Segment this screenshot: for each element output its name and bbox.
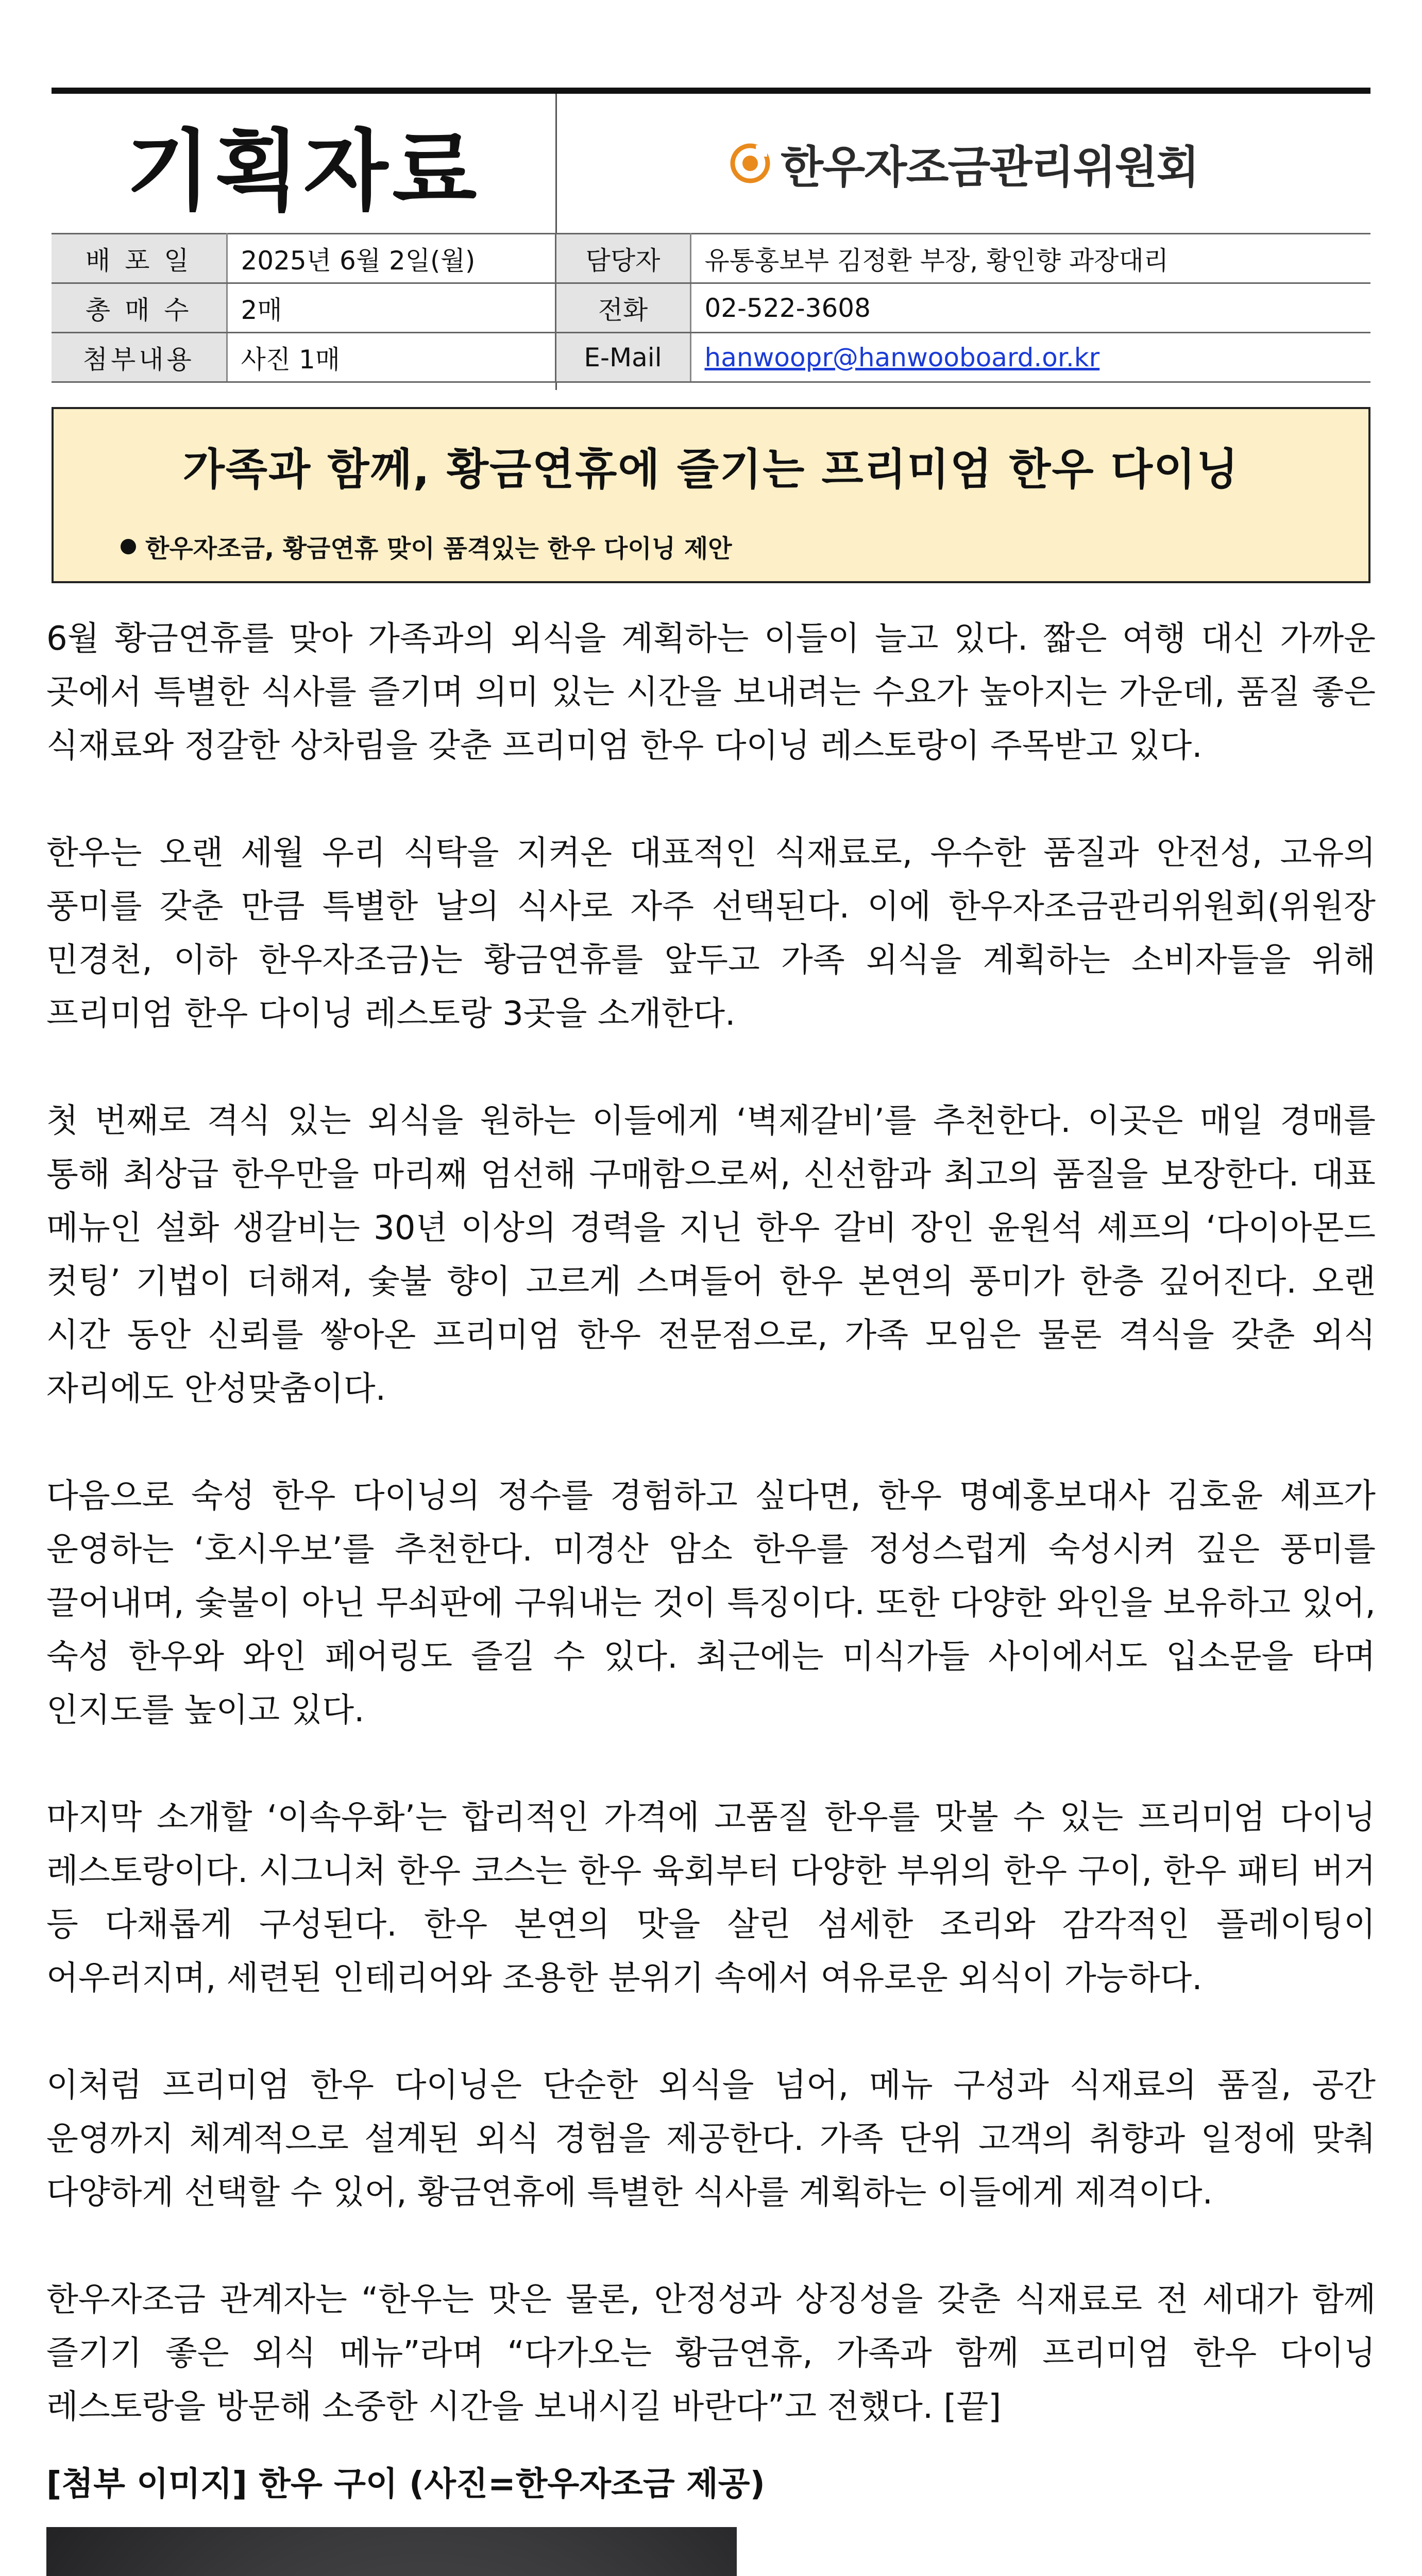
document-title: 기획자료 [126,120,481,223]
label-contact-person: 담당자 [555,234,690,283]
paragraph-6: 이처럼 프리미엄 한우 다이닝은 단순한 외식을 넘어, 메뉴 구성과 식재료의 품질, 공간 운영까지 체계적으로 설계된 외식 경험을 제공한다. 가족 단위 고객의 취향과 일정에 맞춰 다양하게 선택할 수 있어, 황금연휴에 특별한 식사를 계획하는 이들에게 제격이다. [46,2066,1376,2212]
info-table [52,233,1370,383]
top-rule [52,88,1370,94]
paragraph-7: 한우자조금 관계자는 “한우는 맛은 물론, 안정성과 상징성을 갖춘 식재료로 전 세대가 함께 즐기기 좋은 외식 메뉴”라며 “다가오는 황금연휴, 가족과 함께 프리미엄 한우 다이닝 레스토랑을 방문해 소중한 시간을 보내시길 바란다”고 전했다. [끝] [46,2281,1376,2426]
value-attachment: 사진 1매 [227,333,555,382]
organization-logo [729,131,1198,195]
paragraph-4: 다음으로 숙성 한우 다이닝의 정수를 경험하고 싶다면, 한우 명예홍보대사 김호윤 셰프가 운영하는 ‘호시우보’를 추천한다. 미경산 암소 한우를 정성스럽게 숙성시켜 깊은 풍미를 끌어내며, 숯불이 아닌 무쇠판에 구워내는 것이 특징이다. 또한 다양한 와인을 보유하고 있어, 숙성 한우와 와인 페어링도 즐길 수 있다. 최근에는 미식가들 사이에서도 입소문을 타며 인지도를 높이고 있다. [46,1477,1376,1730]
info-row-attachment [52,333,1370,382]
label-release-date: 배 포 일 [52,234,227,283]
value-page-count: 2매 [227,283,555,333]
headline-title: 가족과 함께, 황금연휴에 즐기는 프리미엄 한우 다이닝 [182,444,1240,495]
article-body [46,612,1376,2487]
value-email [690,333,1370,382]
headline-box [52,407,1370,583]
headline-subtitle-text: 한우자조금, 황금연휴 맞이 품격있는 한우 다이닝 제안 [145,534,732,563]
logo-area [557,94,1370,233]
value-phone: 02-522-3608 [690,283,1370,333]
info-row-date [52,234,1370,283]
label-phone: 전화 [555,283,690,333]
label-page-count: 총 매 수 [52,283,227,333]
paragraph-3: 첫 번째로 격식 있는 외식을 원하는 이들에게 ‘벽제갈비’를 추천한다. 이곳은 매일 경매를 통해 최상급 한우만을 마리째 엄선해 구매함으로써, 신선함과 최고의 품질을 보장한다. 대표 메뉴인 설화 생갈비는 30년 이상의 경력을 지닌 한우 갈비 장인 윤원석 셰프의 ‘다이아몬드 컷팅’ 기법이 더해져, 숯불 향이 고르게 스며들어 한우 본연의 풍미가 한층 깊어진다. 오랜 시간 동안 신뢰를 쌓아온 프리미엄 한우 전문점으로, 가족 모임은 물론 격식을 갖춘 외식 자리에도 안성맞춤이다. [46,1102,1376,1408]
label-attachment: 첨부내용 [52,333,227,382]
paragraph-2: 한우는 오랜 세월 우리 식탁을 지켜온 대표적인 식재료로, 우수한 품질과 안전성, 고유의 풍미를 갖춘 만큼 특별한 날의 식사로 자주 선택된다. 이에 한우자조금관리위원회(위원장 민경천, 이하 한우자조금)는 황금연휴를 앞두고 가족 외식을 계획하는 소비자들을 위해 프리미엄 한우 다이닝 레스토랑 3곳을 소개한다. [46,834,1376,1033]
hanwoo-logo-icon [729,142,771,184]
headline-subtitle [121,529,732,564]
label-email: E-Mail [555,333,690,382]
bullet-icon [121,539,136,554]
paragraph-5: 마지막 소개할 ‘이속우화’는 합리적인 가격에 고품질 한우를 맛볼 수 있는 프리미엄 다이닝 레스토랑이다. 시그니처 한우 코스는 한우 육회부터 다양한 부위의 한우 구이, 한우 패티 버거 등 다채롭게 구성된다. 한우 본연의 맛을 살린 섬세한 조리와 감각적인 플레이팅이 어우러지며, 세련된 인테리어와 조용한 분위기 속에서 여유로운 외식이 가능하다. [46,1799,1376,1997]
hanwoo-steak-photo [46,2527,737,2576]
logo-text: 한우자조금관리위원회 [781,142,1198,193]
email-link[interactable]: hanwoopr@hanwooboard.or.kr [704,342,1100,372]
paragraph-1: 6월 황금연휴를 맞아 가족과의 외식을 계획하는 이들이 늘고 있다. 짧은 여행 대신 가까운 곳에서 특별한 식사를 즐기며 의미 있는 시간을 보내려는 수요가 높아지는 가운데, 품질 좋은 식재료와 정갈한 상차림을 갖춘 프리미엄 한우 다이닝 레스토랑이 주목받고 있다. [46,620,1376,765]
info-row-pages [52,283,1370,333]
value-release-date: 2025년 6월 2일(월) [227,234,555,283]
image-caption: [첨부 이미지] 한우 구이 (사진=한우자조금 제공) [46,2465,765,2503]
value-contact-person: 유통홍보부 김정환 부장, 황인향 과장대리 [690,234,1370,283]
